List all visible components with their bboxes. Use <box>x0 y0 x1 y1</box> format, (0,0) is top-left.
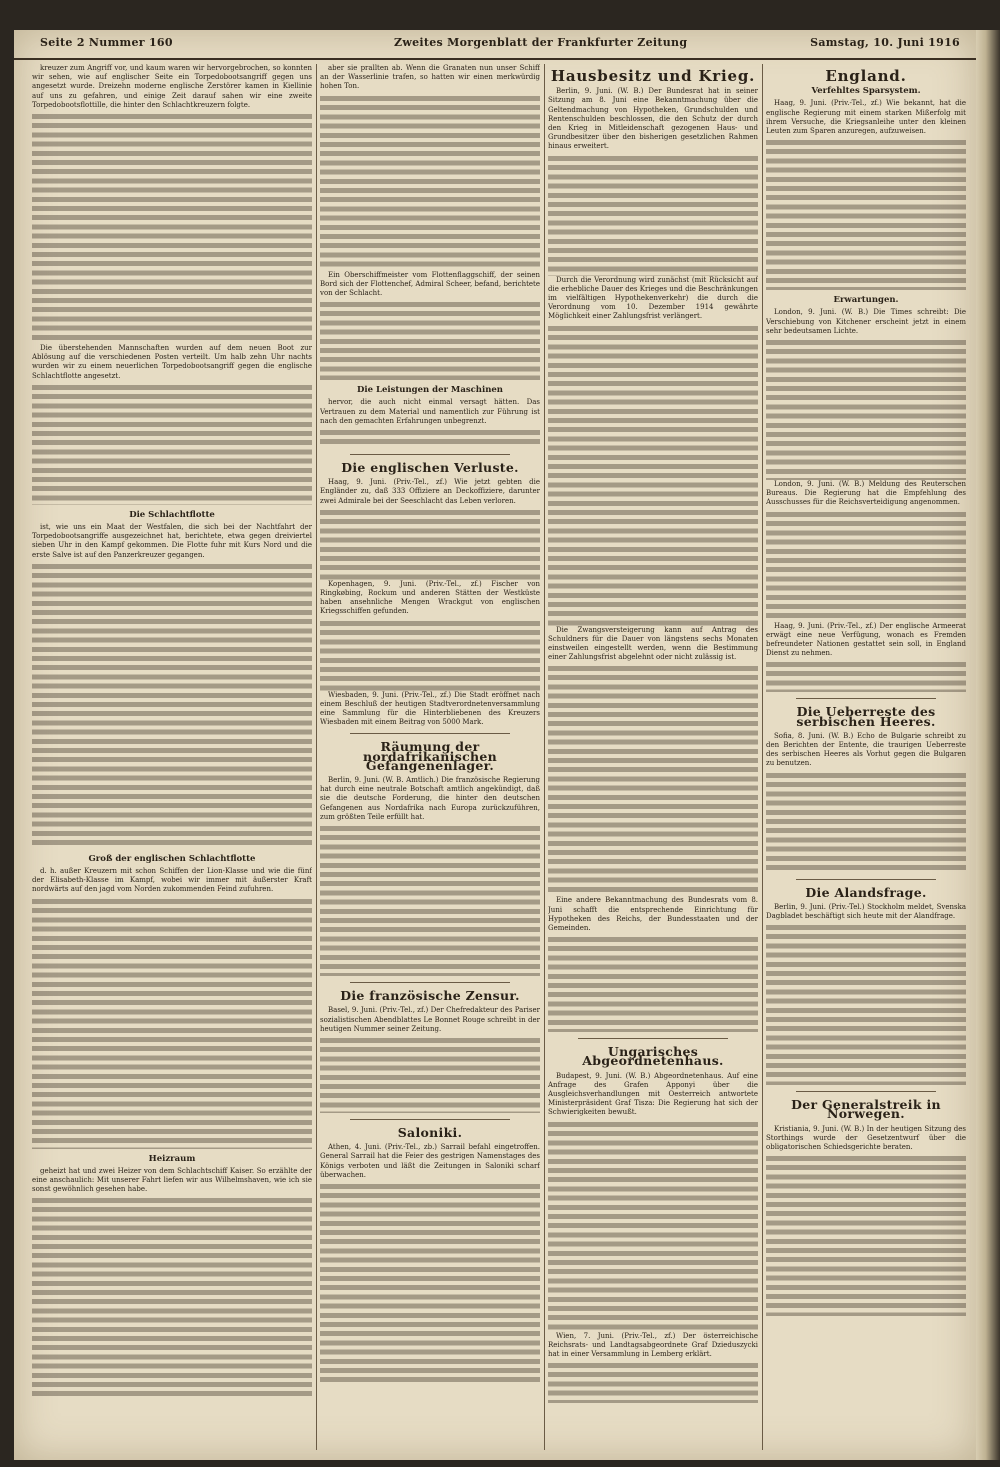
text-block <box>766 340 966 480</box>
text-block <box>548 1363 758 1403</box>
divider <box>350 733 510 734</box>
divider <box>350 1119 510 1120</box>
article-text: Haag, 9. Juni. (Priv.-Tel., zf.) Der englische Armeerat erwägt eine neue Verfügung, wonach es Fremden befreundeter Nationen gestattet sein soll, in England Dienst zu nehmen. <box>766 621 966 658</box>
page-edge <box>976 30 1000 1460</box>
text-block <box>548 937 758 1032</box>
column-1 <box>32 64 312 1452</box>
article-text: London, 9. Juni. (W. B.) Meldung des Reuterschen Bureaus. Die Regierung hat die Empfehlung des Ausschusses für die Reichsverteidigung angenommen. <box>766 480 966 507</box>
article-text: Berlin, 9. Juni. (W. B. Amtlich.) Die französische Regierung hat durch eine neutrale Botschaft amtlich angekündigt, daß sie die deutsche Forderung, die hinter den deutschen Gefangenen aus Nordafrika nach Europa zurückzuführen, zum größten Teile erfüllt hat. <box>320 776 540 821</box>
article-text: Budapest, 9. Juni. (W. B.) Abgeordnetenhaus. Auf eine Anfrage des Grafen Apponyi über die Ausgleichsverhandlungen mit Oesterreich antwortete Ministerpräsident Graf Tisza: Die Regierung hat sich der Schwierigkeiten bewußt. <box>548 1071 758 1117</box>
text-block <box>32 564 312 849</box>
masthead <box>14 30 976 60</box>
column-4 <box>766 64 966 1452</box>
text-block <box>766 140 966 290</box>
article-text: Athen, 4. Juni. (Priv.-Tel., zb.) Sarrail befahl eingetroffen. General Sarrail hat die Feier des gestrigen Namenstages des Königs verboten und läßt die Zeitungen in Saloniki scharf überwachen. <box>320 1143 540 1179</box>
article-heading: England. <box>825 67 907 85</box>
text-block <box>320 96 540 271</box>
article-text: Durch die Verordnung wird zunächst (mit Rücksicht auf die erhebliche Dauer des Krieges und die Beschränkungen im vielfältigen Hypothekenverkehr) die durch die Verordnung vom 10. Dezember 1914 gewährte Möglichkeit einer Zahlungsfrist verlängert. <box>548 275 758 321</box>
article-text: hervor, die auch nicht einmal versagt hätten. Das Vertrauen zu dem Material und namentlich zur Führung ist nach den gemachten Erfahrungen unbegrenzt. <box>320 398 540 425</box>
section-heading: Verfehltes Sparsystem. <box>811 86 921 97</box>
article-text: Wien, 7. Juni. (Priv.-Tel., zf.) Der österreichische Reichsrats- und Landtagsabgeordnete Graf Dzieduszycki hat in einer Versammlung in Lemberg erklärt. <box>548 1331 758 1359</box>
text-block <box>32 899 312 1149</box>
text-block <box>766 1156 966 1316</box>
divider <box>350 982 510 983</box>
text-block <box>32 114 312 344</box>
article-text: Die Zwangsversteigerung kann auf Antrag des Schuldners für die Dauer von längstens sechs Monaten einstweilen eingestellt werden, wenn die Bestimmung einer Zahlungsfrist abgelehnt oder nicht zulässig ist. <box>548 625 758 662</box>
article-text: Sofia, 8. Juni. (W. B.) Echo de Bulgarie schreibt zu den Berichten der Entente, die traurigen Ueberreste des serbischen Heeres als Vorhut gegen die Bulgaren zu benutzen. <box>766 731 966 768</box>
divider <box>796 698 936 699</box>
issue-date: Samstag, 10. Juni 1916 <box>810 36 960 49</box>
newspaper-page <box>14 30 976 1460</box>
text-block <box>766 925 966 1085</box>
article-text: geheizt hat und zwei Heizer von dem Schlachtschiff Kaiser. So erzählte der eine anschaulich: Mit unserer Fahrt liefen wir aus Wilhelmshaven, wie ich sie sonst gewöhnlich gesehen habe. <box>32 1166 312 1194</box>
article-heading: Saloniki. <box>397 1124 463 1140</box>
text-block <box>766 512 966 622</box>
article-text: Kristiania, 9. Juni. (W. B.) In der heutigen Sitzung des Storthings wurde der Gesetzentwurf über die obligatorischen Schiedsgerichte beraten. <box>766 1124 966 1152</box>
article-text: Eine andere Bekanntmachung des Bundesrats vom 8. Juni schafft die entsprechende Einrichtung für Hypotheken des Reichs, der Bundesstaaten und der Gemeinden. <box>548 896 758 933</box>
section-heading: Heizraum <box>148 1153 196 1164</box>
text-block <box>320 1184 540 1384</box>
column-3 <box>548 64 758 1452</box>
section-heading: Erwartungen. <box>833 295 899 306</box>
edition-title: Zweites Morgenblatt der Frankfurter Zeitung <box>394 36 688 49</box>
article-heading: Ungarisches Abgeordnetenhaus. <box>582 1044 724 1069</box>
article-text: Die überstehenden Mannschaften wurden auf dem neuen Boot zur Ablösung auf die verschiedenen Posten verteilt. Um halb zehn Uhr nachts wurden wir zu einem neuerlichen Torpedobootsangriff gegen die englische Schlachtflotte angesetzt. <box>32 344 312 380</box>
article-text: kreuzer zum Angriff vor, und kaum waren wir hervorgebrochen, so konnten wir sehen, wie auf englischer Seite ein Torpedobootsangriff gegen uns angesetzt wurde. Dreizehn moderne englische Zerstörer kamen in Kiellinie auf uns zu gefahren, und einige Zeit darauf sahen wir eine zweite Torpedobootsflottille, die hinter den Schlachtkreuzern folgte. <box>32 64 312 109</box>
article-text: London, 9. Juni. (W. B.) Die Times schreibt: Die Verschiebung von Kitchener erscheint jetzt in einem sehr bedeutsamen Lichte. <box>766 308 966 335</box>
section-heading: Groß der englischen Schlachtflotte <box>88 853 256 864</box>
column-rule <box>762 64 763 1450</box>
article-heading: Die Alandsfrage. <box>805 884 927 900</box>
column-rule <box>316 64 317 1450</box>
text-block <box>320 430 540 448</box>
text-block <box>32 1198 312 1398</box>
article-heading: Der Generalstreik in Norwegen. <box>791 1097 941 1122</box>
text-block <box>548 156 758 276</box>
article-heading: Die französische Zensur. <box>340 988 520 1004</box>
text-block <box>548 326 758 626</box>
article-text: Haag, 9. Juni. (Priv.-Tel., zf.) Wie bekannt, hat die englische Regierung mit einem starken Mißerfolg mit ihrem Versuche, die Kriegsanleihe unter den kleinen Leuten zum Sparen anzuregen, aufzuweisen. <box>766 99 966 136</box>
article-heading: Räumung der nordafrikanischen Gefangenenlager. <box>362 739 498 773</box>
article-text: Haag, 9. Juni. (Priv.-Tel., zf.) Wie jetzt gebten die Engländer zu, daß 333 Offiziere an Deckoffiziere, darunter zwei Admirale bei der Seeschlacht das Leben verloren. <box>320 478 540 505</box>
text-block <box>320 510 540 580</box>
text-block <box>766 662 966 692</box>
article-text: aber sie prallten ab. Wenn die Granaten nun unser Schiff an der Wasserlinie trafen, so hatten wir einen merkwürdig hohen Ton. <box>320 64 540 91</box>
divider <box>796 879 936 880</box>
article-text: Berlin, 9. Juni. (Priv.-Tel.) Stockholm meldet, Svenska Dagbladet beschäftigt sich heute mit der Alandfrage. <box>766 902 966 921</box>
text-block <box>320 302 540 380</box>
article-text: Kopenhagen, 9. Juni. (Priv.-Tel., zf.) Fischer von Ringkøbing, Rockum und anderen Stätten der Westküste haben ansehnliche Mengen Wrackgut von englischen Kriegsschiffen gefunden. <box>320 579 540 616</box>
article-heading: Die englischen Verluste. <box>341 460 519 476</box>
text-block <box>320 826 540 976</box>
column-2 <box>320 64 540 1452</box>
text-block <box>320 1038 540 1113</box>
divider <box>578 1038 728 1039</box>
article-heading: Hausbesitz und Krieg. <box>550 67 756 85</box>
divider <box>350 454 510 455</box>
page-number: Seite 2 Nummer 160 <box>40 36 173 49</box>
text-block <box>766 773 966 873</box>
article-text: d. h. außer Kreuzern mit schon Schiffen der Lion-Klasse und wie die fünf der Elisabeth-Klasse im Kampf, wobei wir immer mit äußerster Kraft nordwärts auf den jagd vom Norden zukommenden Feind zufuhren. <box>32 867 312 894</box>
article-text: Wiesbaden, 9. Juni. (Priv.-Tel., zf.) Die Stadt eröffnet nach einem Beschluß der heutigen Stadtverordnetenversammlung eine Sammlung für die Hinterbliebenen des Kreuzers Wiesbaden mit einem Beitrag von 5000 Mark. <box>320 690 540 727</box>
text-block <box>548 1122 758 1332</box>
article-heading: Die Ueberreste des serbischen Heeres. <box>796 704 936 729</box>
section-heading: Die Leistungen der Maschinen <box>357 385 503 396</box>
article-text: Berlin, 9. Juni. (W. B.) Der Bundesrat hat in seiner Sitzung am 8. Juni eine Bekanntmachung über die Geltendmachung von Hypotheken, Grundschulden und Rentenschulden beschlossen, die den Schutz der durch den Krieg in Mitleidenschaft gezogenen Haus- und Grundbesitzer über den bisherigen gesetzlichen Rahmen hinaus erweitert. <box>548 87 758 151</box>
article-text: Basel, 9. Juni. (Priv.-Tel., zf.) Der Chefredakteur des Pariser sozialistischen Abendblattes Le Bonnet Rouge schreibt in der heutigen Nummer seiner Zeitung. <box>320 1006 540 1033</box>
divider <box>796 1091 936 1092</box>
article-text: Ein Oberschiffmeister vom Flottenflaggschiff, der seinen Bord sich der Flottenchef, Admiral Scheer, befand, berichtete von der Schlacht. <box>320 270 540 298</box>
column-rule <box>544 64 545 1450</box>
text-block <box>548 666 758 896</box>
text-block <box>320 621 540 691</box>
article-text: ist, wie uns ein Maat der Westfalen, die sich bei der Nachtfahrt der Torpedobootsangriffe ausgezeichnet hat, berichtete, etwa gegen dreiviertel sieben Uhr in den Kampf gekommen. Die Flotte fuhr mit Kurs Nord und die erste Salve ist auf den Panzerkreuzer gegangen. <box>32 523 312 559</box>
text-block <box>32 385 312 505</box>
section-heading: Die Schlachtflotte <box>129 509 215 520</box>
